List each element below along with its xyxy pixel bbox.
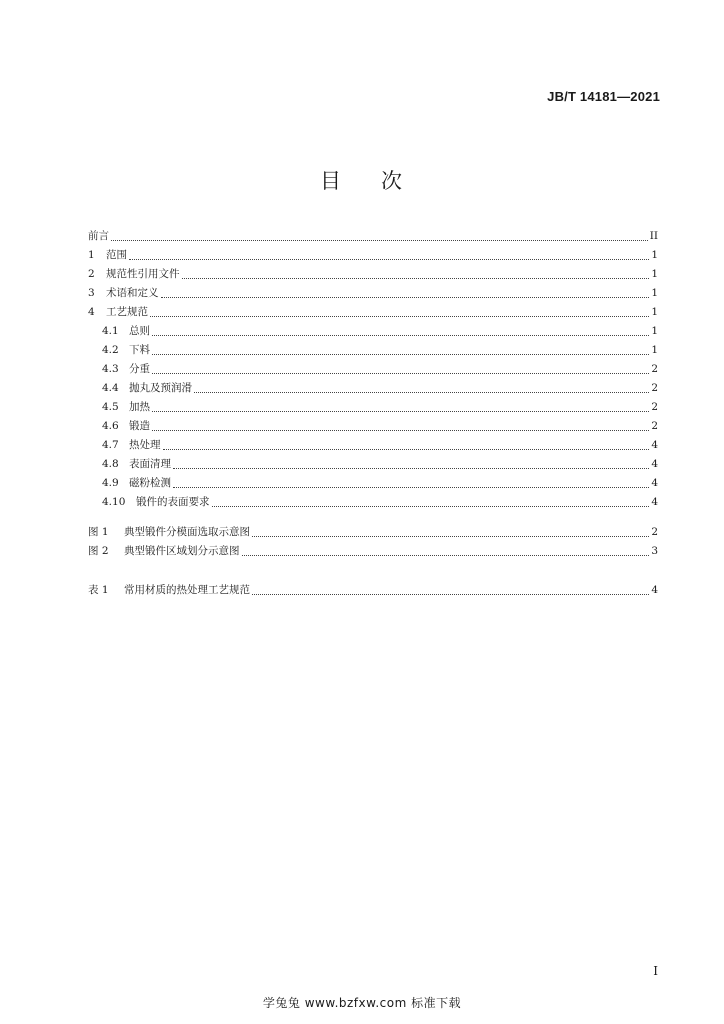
- toc-figure-2[interactable]: [88, 542, 658, 561]
- toc-leader: [173, 467, 649, 469]
- toc-entry-page: 1: [651, 268, 658, 280]
- toc-entry-label: 常用材质的热处理工艺规范: [124, 584, 250, 596]
- toc-entry-number: 图 2: [88, 545, 109, 557]
- toc-leader: [194, 391, 649, 393]
- toc-entry-4-1[interactable]: [88, 322, 658, 341]
- toc-entry-number: 4.2: [102, 344, 119, 356]
- toc-leader: [163, 448, 650, 450]
- toc-entry-page: 3: [651, 545, 658, 557]
- toc-entry-1[interactable]: [88, 246, 658, 265]
- toc-leader: [242, 554, 650, 556]
- toc-entry-4[interactable]: [88, 303, 658, 322]
- page-number: I: [653, 964, 658, 978]
- toc-leader: [252, 593, 649, 595]
- toc-entry-label: 前言: [88, 230, 109, 242]
- toc-entry-number: 3: [88, 287, 95, 299]
- toc-entry-4-8[interactable]: [88, 455, 658, 474]
- toc-leader: [161, 296, 650, 298]
- toc-leader: [212, 505, 650, 507]
- toc-entry-2[interactable]: [88, 265, 658, 284]
- toc-entry-number: 4.6: [102, 420, 119, 432]
- toc-entry-number: 4.7: [102, 439, 119, 451]
- toc-entry-3[interactable]: [88, 284, 658, 303]
- toc-entry-number: 4.8: [102, 458, 119, 470]
- toc-entry-label: 分重: [129, 363, 150, 375]
- toc-entry-page: 2: [651, 420, 658, 432]
- toc-entry-label: 加热: [129, 401, 150, 413]
- toc-entry-number: 表 1: [88, 584, 109, 596]
- toc-entry-4-10[interactable]: [88, 493, 658, 512]
- toc-leader: [150, 315, 649, 317]
- toc-entry-page: 2: [651, 382, 658, 394]
- toc-entry-page: 2: [651, 526, 658, 538]
- title-char-1: 目: [320, 169, 343, 193]
- toc-entry-page: 1: [651, 325, 658, 337]
- toc-leader: [173, 486, 649, 488]
- footer-watermark: 学兔兔 www.bzfxw.com 标准下载: [262, 996, 462, 1010]
- toc-entry-4-4[interactable]: [88, 379, 658, 398]
- toc-table-1[interactable]: [88, 581, 658, 600]
- toc-leader: [152, 410, 649, 412]
- toc-entry-page: 1: [651, 287, 658, 299]
- title-char-2: 次: [381, 169, 404, 193]
- toc-entry-page: 4: [651, 439, 658, 451]
- toc-entry-number: 图 1: [88, 526, 109, 538]
- toc-entry-4-2[interactable]: [88, 341, 658, 360]
- toc-entry-page: 2: [651, 363, 658, 375]
- toc-entry-number: 2: [88, 268, 95, 280]
- toc-entry-number: 4.10: [102, 496, 126, 508]
- toc-entry-label: 工艺规范: [106, 306, 148, 318]
- toc-entry-label: 磁粉检测: [129, 477, 171, 489]
- toc-entry-number: 4.1: [102, 325, 119, 337]
- toc-entry-4-9[interactable]: [88, 474, 658, 493]
- toc-entry-label: 术语和定义: [106, 287, 159, 299]
- toc-entry-label: 典型锻件区域划分示意图: [124, 545, 240, 557]
- toc-entry-4-6[interactable]: [88, 417, 658, 436]
- document-code: JB/T 14181—2021: [547, 89, 660, 104]
- toc-entry-number: 4.4: [102, 382, 119, 394]
- toc-entry-page: 1: [651, 306, 658, 318]
- toc-leader: [252, 535, 649, 537]
- toc-entry-number: 1: [88, 249, 95, 261]
- toc-entry-label: 下料: [129, 344, 150, 356]
- toc-entry-label: 热处理: [129, 439, 161, 451]
- toc-entry-label: 规范性引用文件: [106, 268, 180, 280]
- toc-entry-number: 4.5: [102, 401, 119, 413]
- toc-entry-number: 4.9: [102, 477, 119, 489]
- page-title: [0, 165, 724, 195]
- toc-entry-page: 2: [651, 401, 658, 413]
- toc-entry-page: II: [649, 230, 658, 242]
- toc-leader: [129, 258, 649, 260]
- toc-entry-page: 4: [651, 477, 658, 489]
- toc-entry-label: 表面清理: [129, 458, 171, 470]
- toc-entry-number: 4: [88, 306, 95, 318]
- toc-leader: [152, 429, 649, 431]
- toc-entry-page: 1: [651, 344, 658, 356]
- toc-entry-4-3[interactable]: [88, 360, 658, 379]
- toc-entry-foreword[interactable]: [88, 227, 658, 246]
- toc-entry-page: 4: [651, 496, 658, 508]
- toc-entry-4-5[interactable]: [88, 398, 658, 417]
- toc-entry-label: 抛丸及预润滑: [129, 382, 192, 394]
- toc-leader: [152, 353, 649, 355]
- toc-entry-page: 1: [651, 249, 658, 261]
- toc-leader: [152, 372, 649, 374]
- toc-entry-page: 4: [651, 458, 658, 470]
- toc-leader: [182, 277, 650, 279]
- toc-leader: [111, 239, 648, 241]
- toc-entry-page: 4: [651, 584, 658, 596]
- toc-entry-label: 锻造: [129, 420, 150, 432]
- toc-entry-number: 4.3: [102, 363, 119, 375]
- toc-entry-label: 总则: [129, 325, 150, 337]
- toc-leader: [152, 334, 649, 336]
- toc-entry-label: 典型锻件分模面选取示意图: [124, 526, 250, 538]
- toc-entry-label: 范围: [106, 249, 127, 261]
- toc-entry-4-7[interactable]: [88, 436, 658, 455]
- table-of-contents: [88, 227, 658, 600]
- toc-figure-1[interactable]: [88, 523, 658, 542]
- toc-entry-label: 锻件的表面要求: [136, 496, 210, 508]
